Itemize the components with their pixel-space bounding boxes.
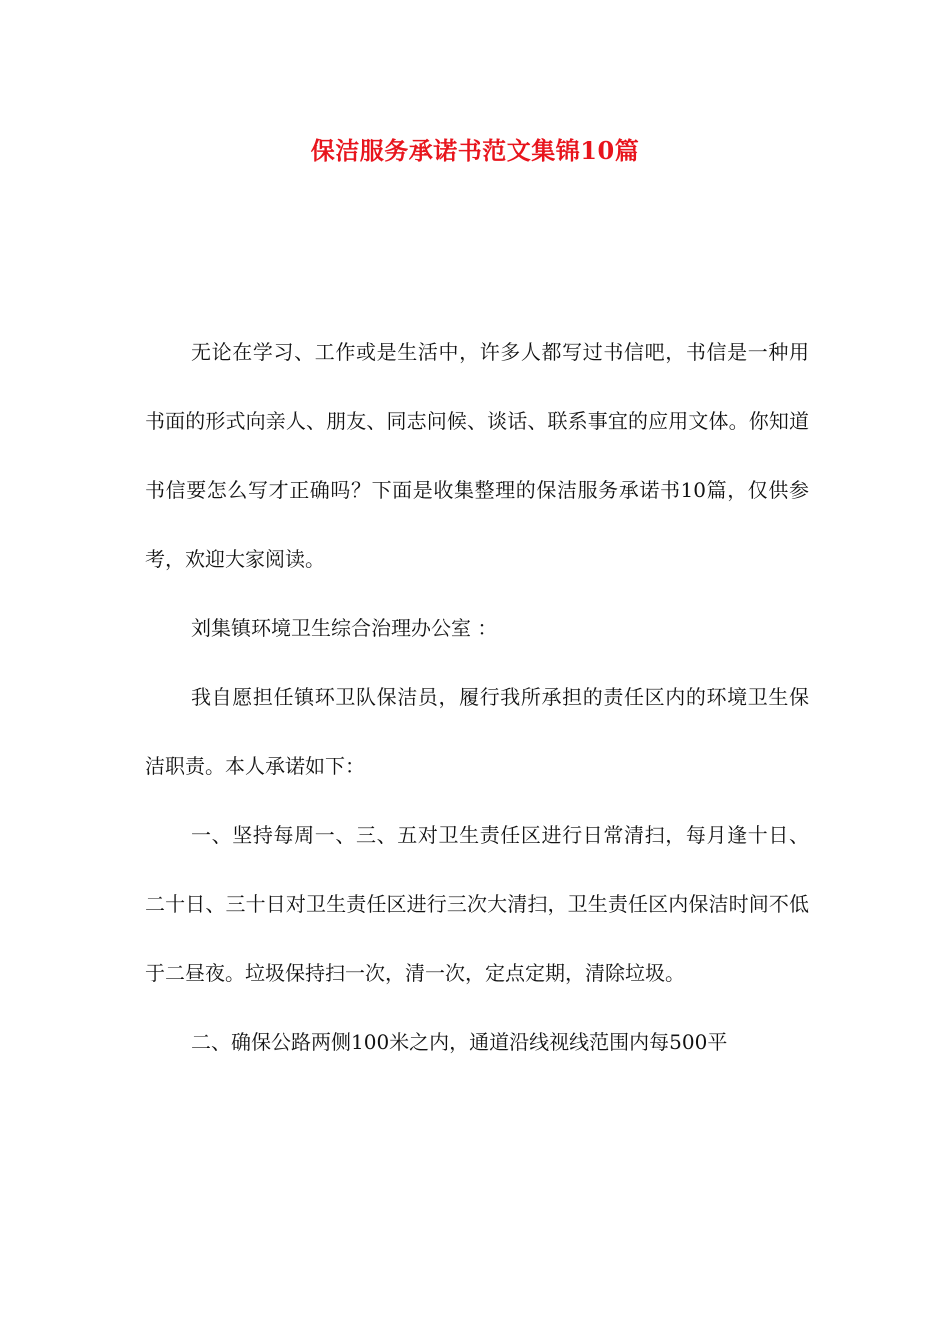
paragraph-item-1: 一、坚持每周一、三、五对卫生责任区进行日常清扫，每月逢十日、二十日、三十日对卫生责任区进行三次大清扫，卫生责任区内保洁时间不低于二昼夜。垃圾保持扫一次，清一次，定点定期，清除垃圾。: [145, 823, 809, 985]
document-title: 保洁服务承诺书范文集锦10篇: [310, 136, 640, 165]
document-body: [145, 318, 809, 1077]
paragraph-addressee: 刘集镇环境卫生综合治理办公室 ：: [191, 616, 498, 640]
paragraph-item-2: 二、确保公路两侧100米之内，通道沿线视线范围内每500平: [191, 1030, 728, 1054]
paragraph-pledge-intro: 我自愿担任镇环卫队保洁员，履行我所承担的责任区内的环境卫生保洁职责。本人承诺如下：: [145, 685, 809, 778]
paragraph-intro: 无论在学习、工作或是生活中，许多人都写过书信吧，书信是一种用书面的形式向亲人、朋友、同志问候、谈话、联系事宜的应用文体。你知道书信要怎么写才正确吗？下面是收集整理的保洁服务承诺书10篇，仅供参考，欢迎大家阅读。: [145, 340, 809, 571]
